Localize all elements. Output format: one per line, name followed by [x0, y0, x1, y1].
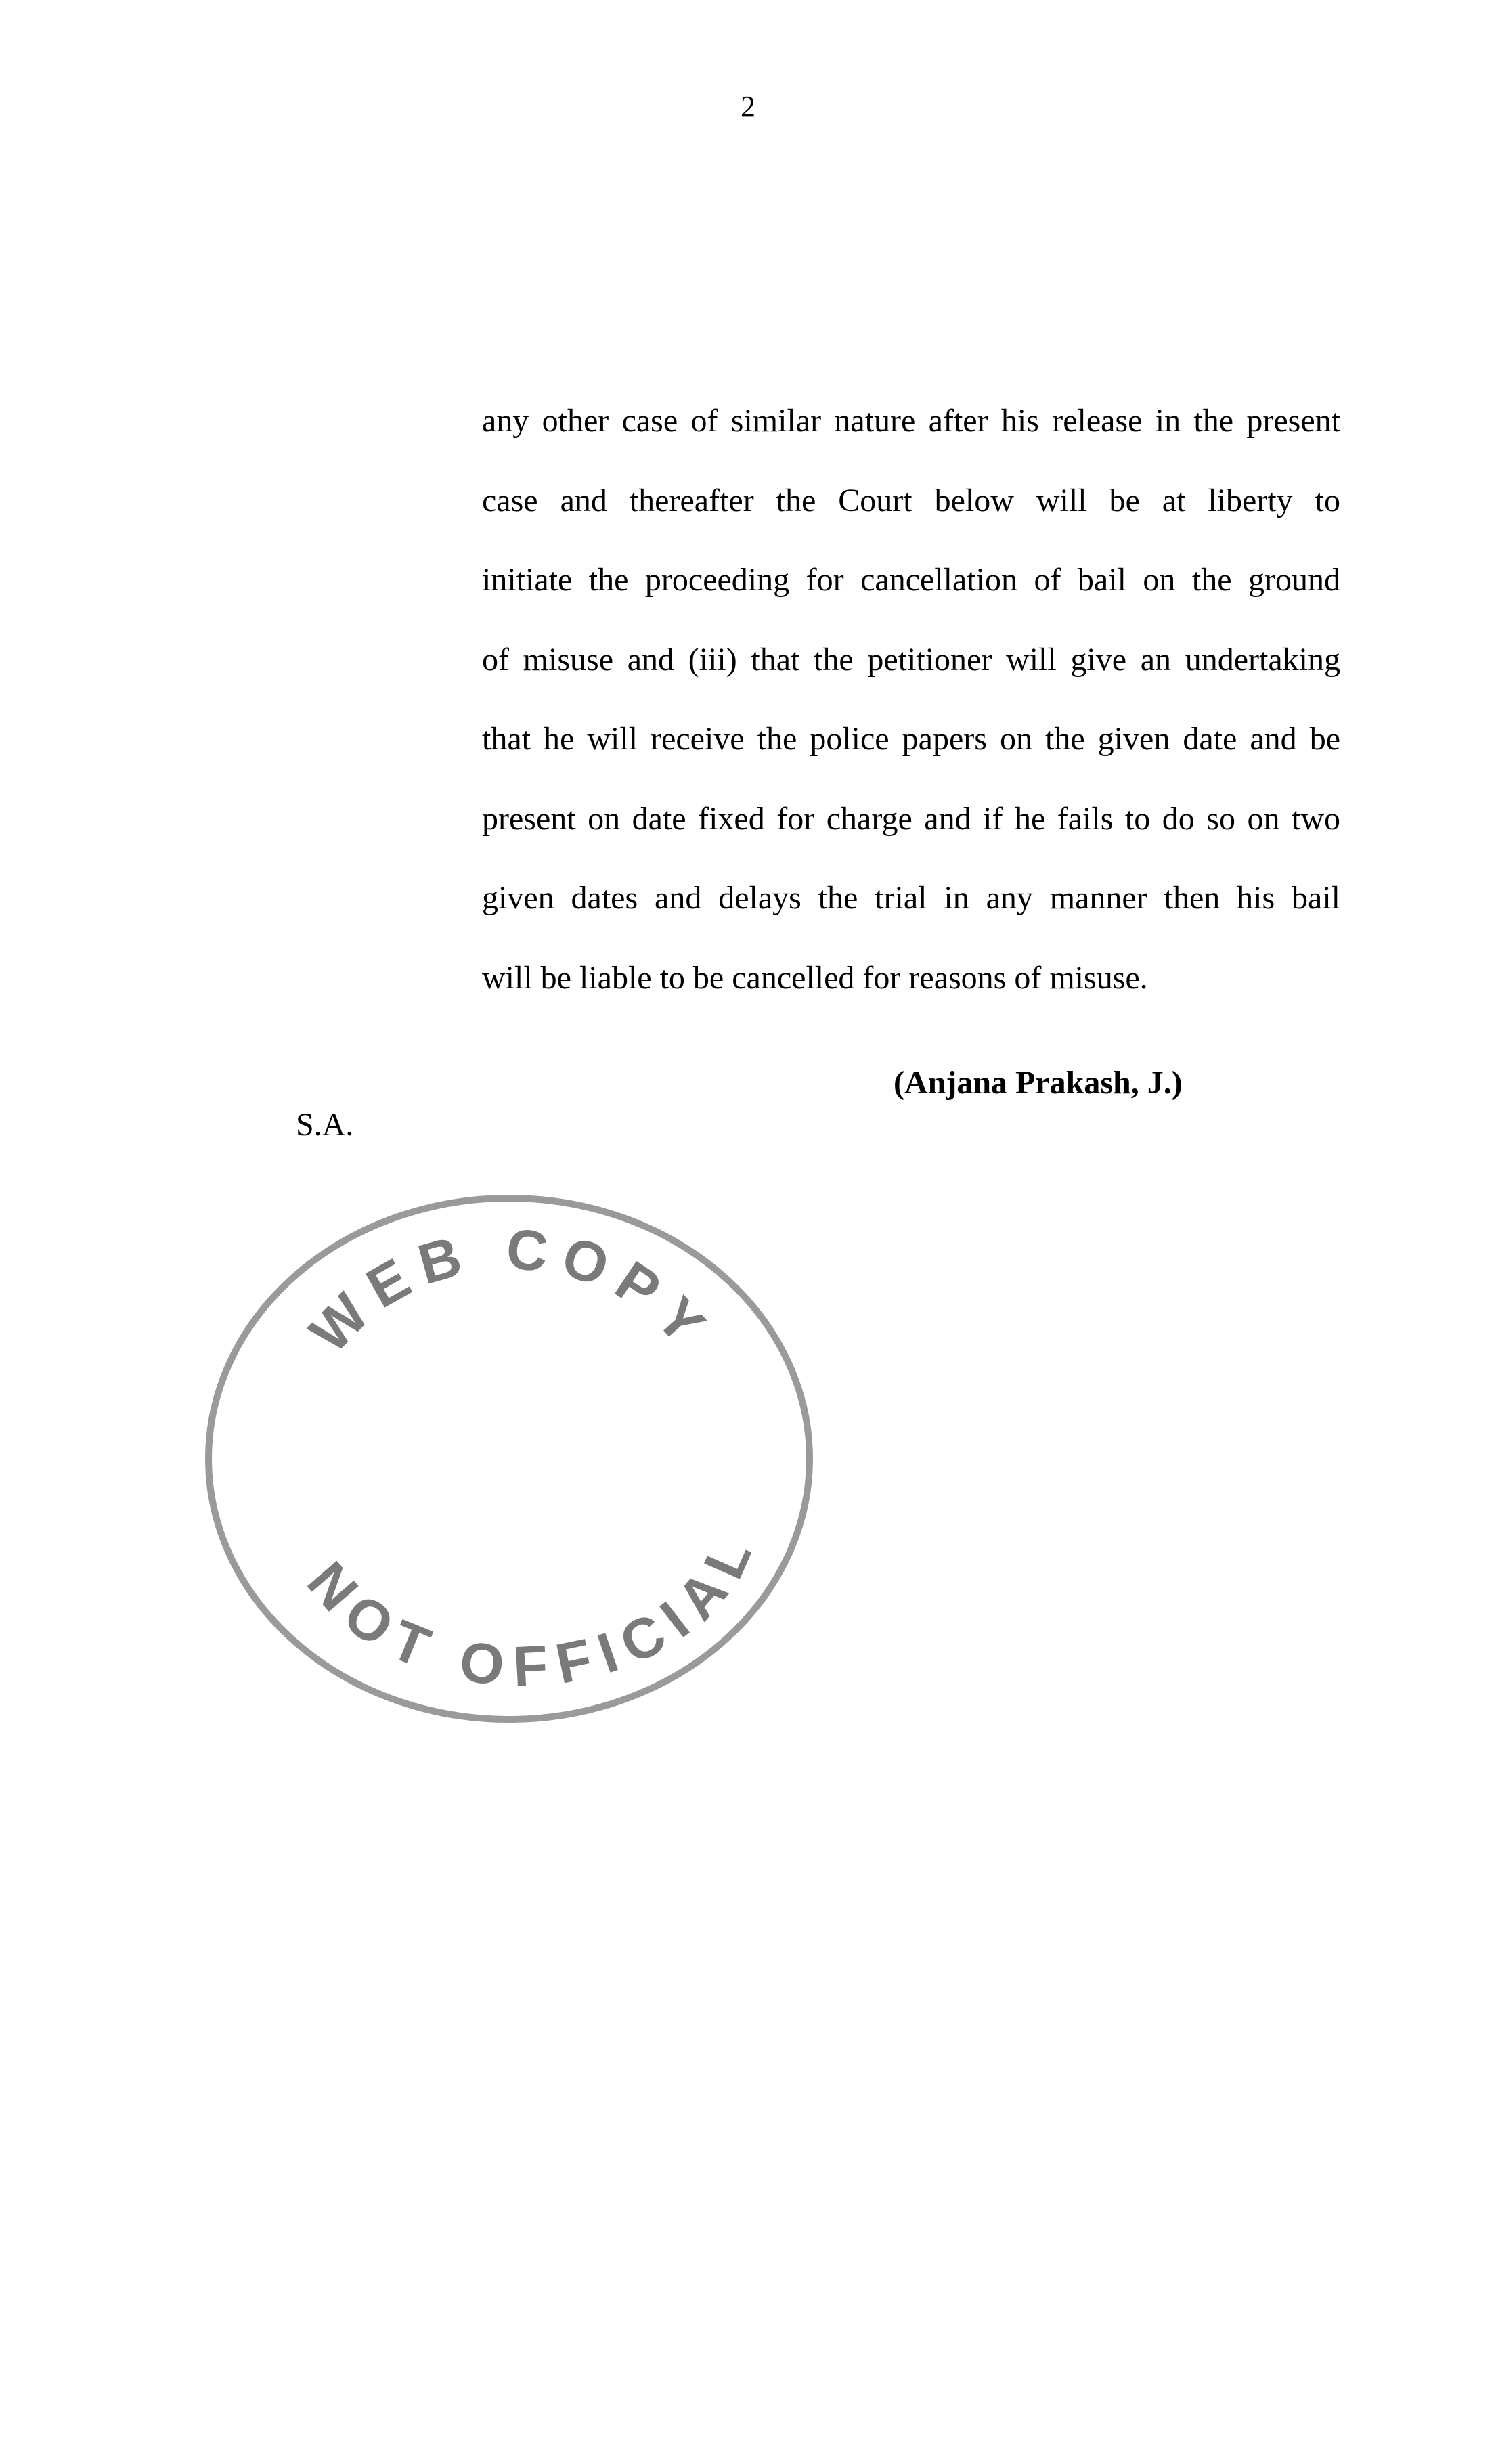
paragraph-line-8: will be liable to be cancelled for reasons of misuse.	[482, 959, 1148, 996]
judge-signature: (Anjana Prakash, J.)	[894, 1065, 1183, 1101]
paragraph-line-7: given dates and delays the trial in any manner then his bail	[482, 880, 1340, 916]
paragraph-line-4: of misuse and (iii) that the petitioner will give an undertaking	[482, 641, 1340, 678]
paragraph-line-3: initiate the proceeding for cancellation of bail on the ground	[482, 562, 1340, 598]
paragraph-line-6: present on date fixed for charge and if he fails to do so on two	[482, 800, 1340, 837]
page-number: 2	[741, 90, 755, 123]
paragraph-line-2: case and thereafter the Court below will be at liberty to	[482, 482, 1340, 519]
web-copy-stamp	[196, 1188, 826, 1730]
stamp-bottom-text: NOT OFFICIAL	[295, 1518, 768, 1699]
stamp-graphic	[196, 1188, 826, 1730]
typist-initials: S.A.	[296, 1107, 354, 1143]
paragraph-line-5: that he will receive the police papers on the given date and be	[482, 721, 1340, 757]
stamp-top-text: WEB COPY	[297, 1216, 726, 1365]
paragraph-line-1: any other case of similar nature after his release in the present	[482, 403, 1340, 439]
order-paragraph	[482, 381, 1340, 1017]
